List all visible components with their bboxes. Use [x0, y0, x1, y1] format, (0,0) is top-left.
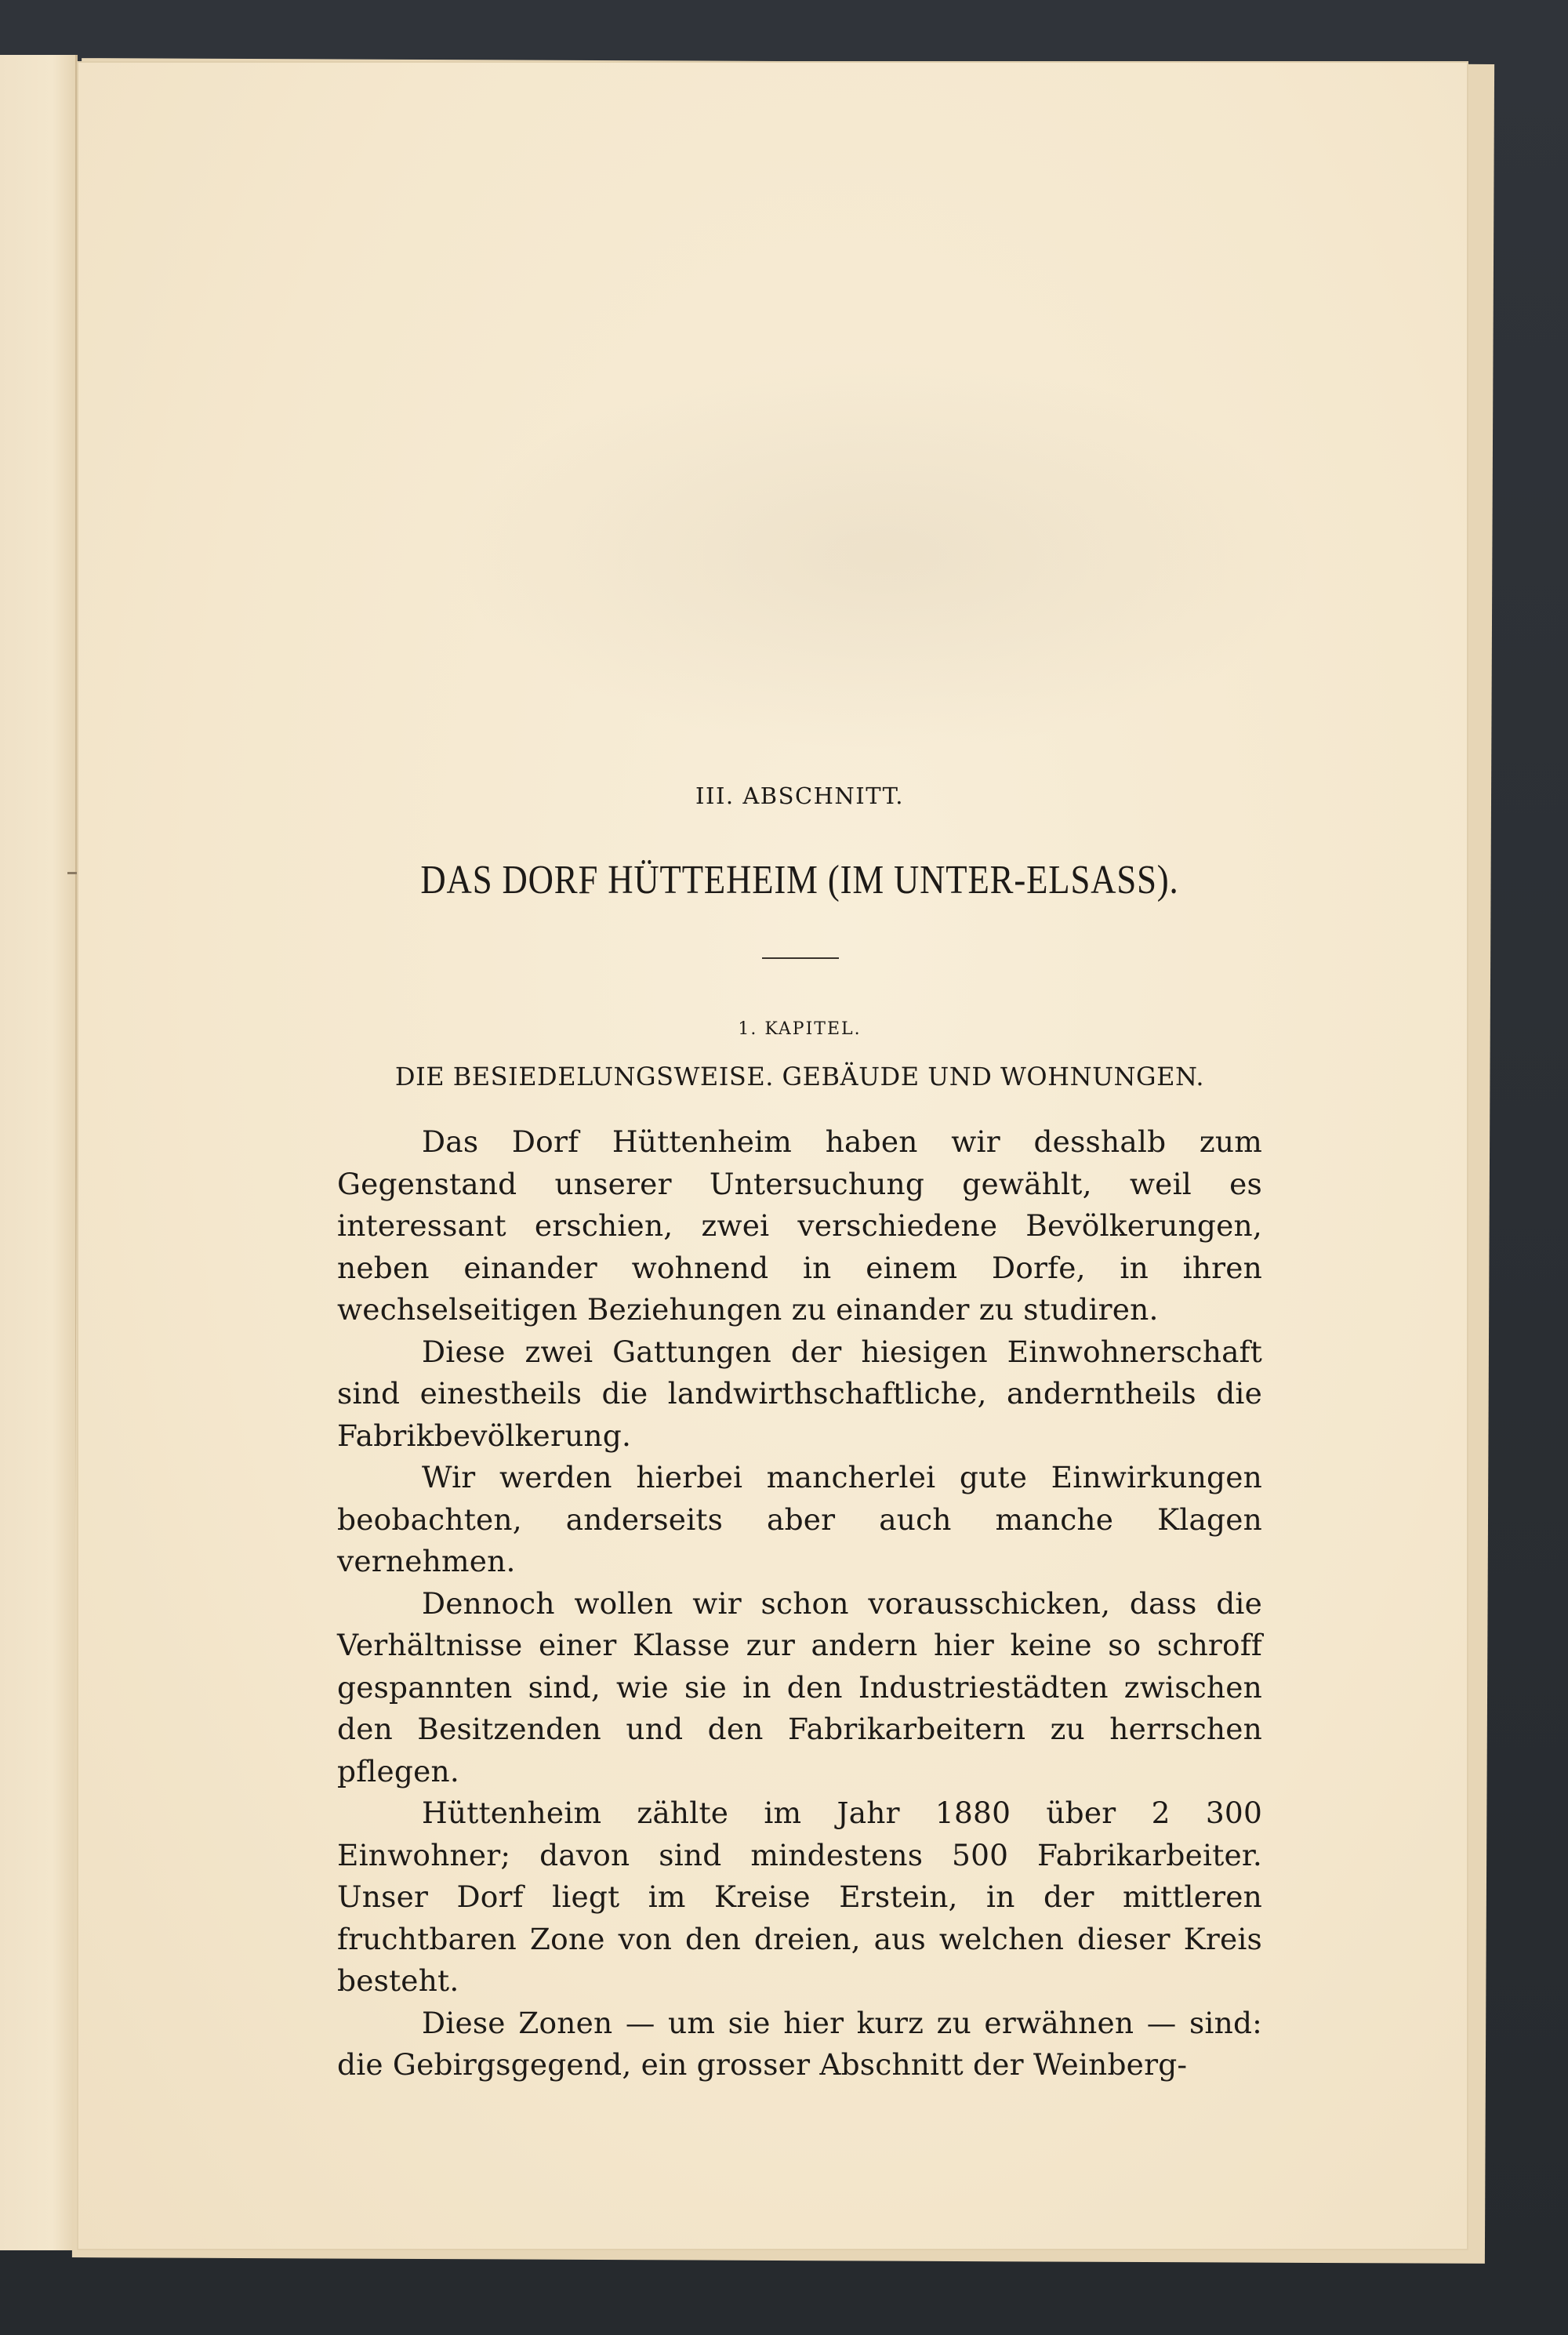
paragraph: Diese zwei Gattungen der hiesigen Einwohnerschaft sind einestheils die landwirthschaftliche, anderntheils die Fabrikbevölkerung.: [337, 1334, 1262, 1453]
left-page-edge: [0, 55, 78, 2250]
body-text: [337, 1121, 1262, 2086]
paragraph: Hüttenheim zählte im Jahr 1880 über 2 300 Einwohner; davon sind mindestens 500 Fabrikarbeiter. Unser Dorf liegt im Kreise Erstein, in der mittleren fruchtbaren Zone von den dreien, aus welchen dieser Kreis besteht.: [337, 1796, 1262, 1998]
book-page: [77, 61, 1468, 2250]
paragraph: Dennoch wollen wir schon vorausschicken, dass die Verhältnisse einer Klasse zur andern hier keine so schroff gespannten sind, wie sie in den Industriestädten zwischen den Besitzenden und den Fabrikarbeitern zu herrschen pflegen.: [337, 1585, 1262, 1788]
page-title: DAS DORF HÜTTEHEIM (IM UNTER-ELSASS).: [420, 858, 1179, 902]
chapter-number: 1. KAPITEL.: [738, 1019, 862, 1039]
show-through-bleed: [453, 359, 1316, 751]
paragraph: Das Dorf Hüttenheim haben wir desshalb zum Gegenstand unserer Untersuchung gewählt, weil es interessant erschien, zwei verschiedene Bevölkerungen, neben einander wohnend in einem Dorfe, in ihren wechselseitigen Beziehungen zu einander zu studiren.: [337, 1124, 1262, 1327]
paragraph: Diese Zonen — um sie hier kurz zu erwähnen — sind: die Gebirgsgegend, ein grosser Abschnitt der Weinberg-: [337, 2005, 1262, 2082]
paragraph: Wir werden hierbei mancherlei gute Einwirkungen beobachten, anderseits aber auch manche Klagen vernehmen.: [337, 1460, 1262, 1578]
chapter-title: DIE BESIEDELUNGSWEISE. GEBÄUDE UND WOHNUNGEN.: [394, 1062, 1205, 1091]
title-divider: [762, 957, 839, 959]
section-heading: III. ABSCHNITT.: [695, 783, 904, 809]
